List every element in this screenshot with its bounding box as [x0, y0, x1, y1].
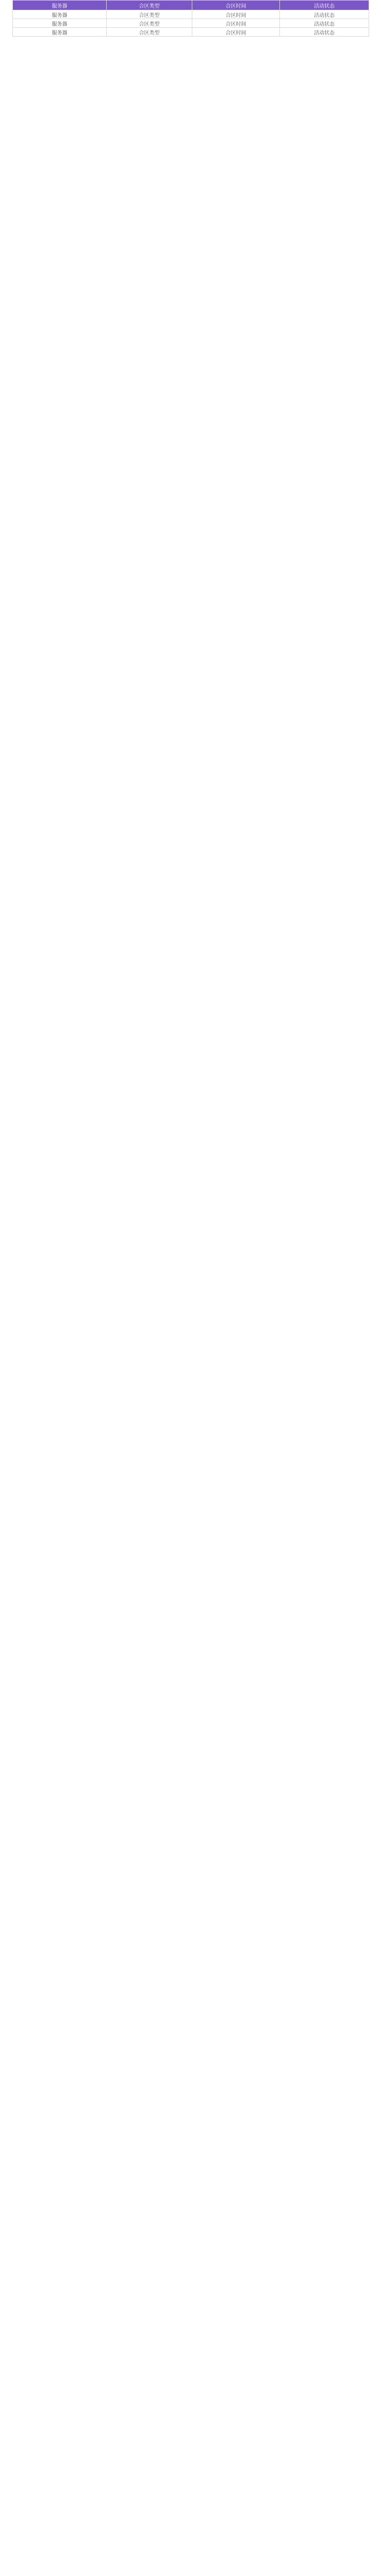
cell-server: 服务器 [13, 28, 107, 37]
server-merge-table [12, 0, 369, 37]
table-row [13, 19, 369, 28]
cell-type: 合区类型 [107, 28, 192, 37]
header-type: 合区类型 [107, 1, 192, 10]
cell-server: 服务器 [13, 19, 107, 28]
cell-type: 合区类型 [107, 10, 192, 19]
table-body [13, 10, 369, 37]
cell-time: 合区时间 [192, 10, 280, 19]
header-row [13, 1, 369, 10]
cell-status: 活动状态 [280, 28, 369, 37]
cell-time: 合区时间 [192, 28, 280, 37]
cell-type: 合区类型 [107, 19, 192, 28]
cell-status: 活动状态 [280, 10, 369, 19]
cell-status: 活动状态 [280, 19, 369, 28]
header-time: 合区时间 [192, 1, 280, 10]
cell-server: 服务器 [13, 10, 107, 19]
header-server: 服务器 [13, 1, 107, 10]
table-wrapper [12, 0, 369, 37]
table-row [13, 10, 369, 19]
cell-time: 合区时间 [192, 19, 280, 28]
header-status: 活动状态 [280, 1, 369, 10]
table-row [13, 28, 369, 37]
